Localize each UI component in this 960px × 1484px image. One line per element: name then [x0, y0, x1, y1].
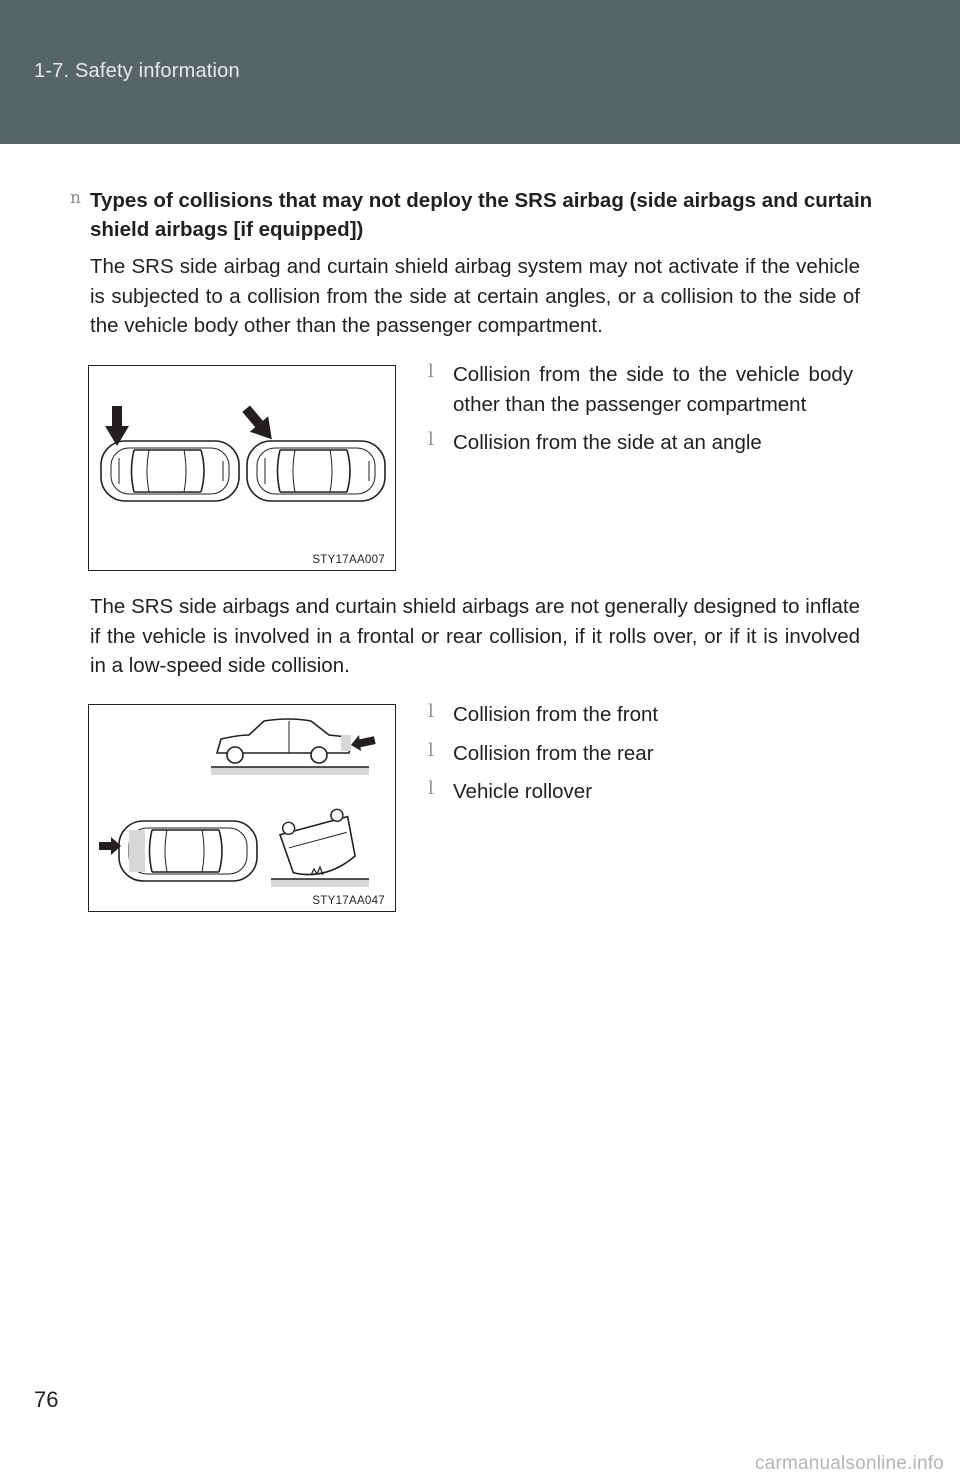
bullet-list-other: [428, 700, 858, 816]
list-item: [428, 777, 858, 807]
list-item-text: Collision from the front: [453, 703, 659, 726]
page-header: [0, 0, 960, 144]
list-item-text: Vehicle rollover: [453, 780, 593, 803]
page-number: 76: [34, 1387, 59, 1412]
watermark: carmanualsonline.info: [754, 1453, 944, 1474]
section-heading: [70, 186, 890, 244]
section-breadcrumb: 1-7. Safety information: [34, 60, 240, 82]
bullet-icon: l: [428, 429, 434, 450]
bullet-icon: l: [428, 778, 434, 799]
figure-side-collision: [88, 365, 396, 571]
list-item: [428, 700, 858, 730]
bullet-icon: l: [428, 361, 434, 382]
car-rollover-icon: [271, 807, 369, 887]
bullet-icon: l: [428, 739, 434, 761]
arrow-angled-icon: [237, 401, 281, 447]
list-item: [428, 360, 858, 419]
list-item: [428, 739, 858, 769]
figure-code: STY17AA007: [312, 554, 385, 566]
arrow-straight-icon: [105, 406, 129, 446]
heading-text: Types of collisions that may not deploy the SRS airbag (side airbags and curtain shield airbags [if equipped]): [90, 189, 873, 241]
other-collisions-illustration: [89, 705, 394, 910]
list-item-text: Collision from the side to the vehicle body other than the passenger compartment: [453, 363, 853, 416]
car-top-view-icon: [247, 441, 385, 501]
list-item-text: Collision from the rear: [453, 741, 654, 765]
list-item: [428, 428, 858, 458]
bullet-icon: l: [428, 701, 434, 722]
paragraph-not-designed: The SRS side airbags and curtain shield airbags are not generally designed to inflate if the vehicle is involved in a frontal or rear collision, if it rolls over, or if it is involved in a low-speed side collision.: [90, 595, 860, 677]
figure-other-collisions: [88, 704, 396, 912]
paragraph-side-collision: The SRS side airbag and curtain shield airbag system may not activate if the vehicle is subjected to a collision from the side at certain angles, or a collision to the side of the vehicle body other than the passenger compartment.: [90, 255, 860, 337]
heading-bullet-icon: n: [70, 188, 81, 208]
car-side-view-icon: [211, 719, 369, 775]
car-top-view-icon: [101, 441, 239, 501]
list-item-text: Collision from the side at an angle: [453, 431, 762, 454]
arrow-front-icon: [99, 837, 121, 855]
arrow-rear-icon: [351, 735, 376, 751]
bullet-list-side: [428, 360, 858, 467]
side-collision-illustration: [89, 366, 394, 569]
figure-code: STY17AA047: [312, 895, 385, 907]
